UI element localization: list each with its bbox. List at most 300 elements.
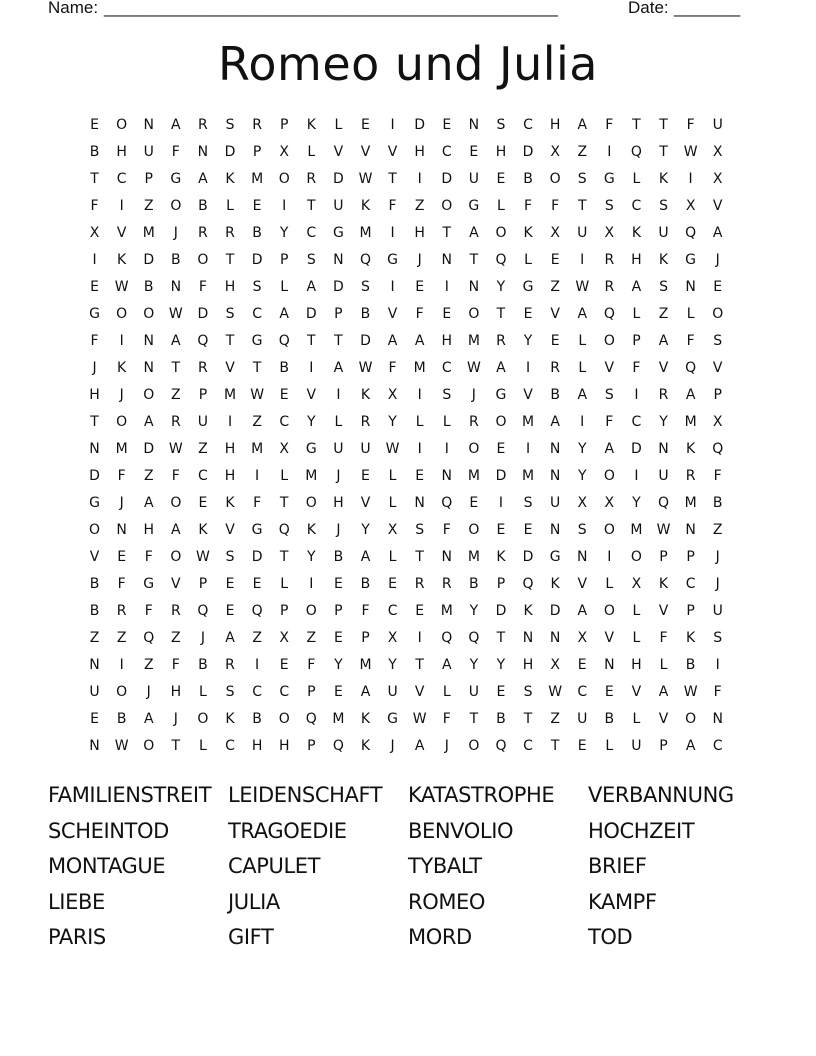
grid-cell[interactable]: B (360, 306, 371, 322)
grid-cell[interactable]: O (630, 549, 642, 565)
grid-cell[interactable]: I (417, 441, 422, 457)
grid-cell[interactable]: C (685, 576, 696, 592)
grid-cell[interactable]: A (333, 360, 344, 376)
grid-cell[interactable]: R (496, 333, 506, 349)
grid-cell[interactable]: F (524, 198, 533, 214)
grid-cell[interactable]: G (549, 549, 561, 565)
grid-cell[interactable]: R (170, 603, 181, 619)
grid-cell[interactable]: K (631, 225, 642, 241)
grid-cell[interactable]: F (198, 279, 207, 295)
grid-cell[interactable]: E (361, 468, 370, 484)
grid-cell[interactable]: I (255, 468, 260, 484)
grid-cell[interactable]: O (197, 252, 209, 268)
grid-cell[interactable]: M (440, 603, 453, 619)
grid-cell[interactable]: D (143, 252, 155, 268)
grid-cell[interactable]: F (117, 576, 126, 592)
grid-cell[interactable]: G (387, 711, 398, 727)
grid-cell[interactable]: F (415, 306, 424, 322)
grid-cell[interactable]: J (336, 468, 341, 484)
grid-cell[interactable]: A (143, 495, 154, 511)
grid-cell[interactable]: L (307, 144, 316, 160)
grid-cell[interactable]: U (333, 441, 344, 457)
grid-cell[interactable]: K (306, 522, 316, 538)
grid-cell[interactable]: J (715, 576, 720, 592)
grid-cell[interactable]: Y (659, 414, 668, 430)
grid-cell[interactable]: H (143, 522, 154, 538)
grid-cell[interactable]: P (144, 171, 153, 187)
grid-cell[interactable]: K (198, 522, 208, 538)
grid-cell[interactable]: E (225, 576, 235, 592)
grid-cell[interactable]: D (197, 306, 209, 322)
grid-cell[interactable]: E (442, 306, 452, 322)
grid-cell[interactable]: G (89, 495, 100, 511)
grid-cell[interactable]: A (658, 684, 669, 700)
grid-cell[interactable]: H (224, 441, 236, 457)
grid-cell[interactable]: K (523, 603, 533, 619)
grid-cell[interactable]: F (713, 684, 722, 700)
grid-cell[interactable]: J (173, 225, 178, 241)
grid-cell[interactable]: E (604, 684, 614, 700)
grid-cell[interactable]: L (415, 414, 424, 430)
grid-cell[interactable]: G (522, 279, 534, 295)
grid-cell[interactable]: A (604, 441, 615, 457)
grid-cell[interactable]: T (171, 738, 181, 754)
grid-cell[interactable]: U (468, 684, 479, 700)
grid-cell[interactable]: P (334, 603, 343, 619)
grid-cell[interactable]: N (549, 522, 561, 538)
grid-cell[interactable]: I (282, 198, 287, 214)
grid-cell[interactable]: A (469, 225, 479, 241)
grid-cell[interactable]: I (417, 630, 422, 646)
grid-cell[interactable]: L (334, 117, 343, 133)
grid-cell[interactable]: H (631, 657, 642, 673)
grid-cell[interactable]: B (360, 576, 371, 592)
grid-cell[interactable]: A (577, 306, 588, 322)
grid-cell[interactable]: G (305, 441, 317, 457)
grid-cell[interactable]: N (712, 711, 723, 727)
grid-cell[interactable]: P (686, 549, 695, 565)
grid-cell[interactable]: C (252, 306, 262, 322)
grid-cell[interactable]: P (279, 603, 289, 619)
grid-cell[interactable]: D (495, 603, 507, 619)
grid-cell[interactable]: O (116, 684, 128, 700)
grid-cell[interactable]: O (116, 117, 128, 133)
grid-cell[interactable]: V (712, 198, 723, 214)
grid-cell[interactable]: Y (307, 549, 316, 565)
grid-cell[interactable]: L (632, 171, 641, 187)
grid-cell[interactable]: J (92, 360, 97, 376)
grid-cell[interactable]: I (92, 252, 97, 268)
grid-cell[interactable]: I (607, 144, 612, 160)
grid-cell[interactable]: U (197, 414, 209, 430)
grid-cell[interactable]: K (550, 576, 560, 592)
grid-cell[interactable]: B (523, 171, 533, 187)
grid-cell[interactable]: V (712, 360, 723, 376)
grid-cell[interactable]: P (334, 306, 343, 322)
grid-cell[interactable]: S (361, 279, 370, 295)
grid-cell[interactable]: K (306, 117, 316, 133)
grid-cell[interactable]: T (171, 360, 181, 376)
grid-cell[interactable]: D (441, 171, 453, 187)
grid-cell[interactable]: F (388, 198, 397, 214)
grid-cell[interactable]: N (143, 333, 154, 349)
grid-cell[interactable]: N (604, 657, 615, 673)
grid-cell[interactable]: G (251, 333, 263, 349)
grid-cell[interactable]: F (659, 630, 668, 646)
grid-cell[interactable]: H (549, 117, 561, 133)
grid-cell[interactable]: Y (279, 225, 289, 241)
grid-cell[interactable]: Y (496, 279, 506, 295)
grid-cell[interactable]: N (658, 441, 669, 457)
grid-cell[interactable]: X (712, 414, 723, 430)
grid-cell[interactable]: F (90, 198, 99, 214)
grid-cell[interactable]: O (685, 711, 697, 727)
grid-cell[interactable]: V (604, 360, 615, 376)
grid-cell[interactable]: B (685, 657, 696, 673)
grid-cell[interactable]: Z (658, 306, 669, 322)
grid-cell[interactable]: Q (441, 495, 453, 511)
grid-cell[interactable]: N (143, 360, 154, 376)
grid-cell[interactable]: W (250, 387, 265, 403)
grid-cell[interactable]: S (713, 333, 723, 349)
grid-cell[interactable]: W (385, 441, 400, 457)
grid-cell[interactable]: D (89, 468, 100, 484)
grid-cell[interactable]: M (467, 549, 480, 565)
grid-cell[interactable]: L (632, 603, 641, 619)
grid-cell[interactable]: S (577, 522, 587, 538)
grid-cell[interactable]: J (119, 495, 124, 511)
grid-cell[interactable]: I (336, 387, 341, 403)
grid-cell[interactable]: H (333, 495, 344, 511)
grid-cell[interactable]: T (90, 171, 99, 187)
grid-cell[interactable]: W (114, 738, 129, 754)
grid-cell[interactable]: L (388, 549, 397, 565)
grid-cell[interactable]: T (307, 198, 316, 214)
grid-cell[interactable]: E (333, 684, 343, 700)
grid-cell[interactable]: L (388, 495, 397, 511)
grid-cell[interactable]: P (361, 630, 370, 646)
grid-cell[interactable]: S (659, 198, 668, 214)
grid-cell[interactable]: M (630, 522, 643, 538)
grid-cell[interactable]: R (414, 576, 425, 592)
grid-cell[interactable]: L (199, 738, 207, 754)
grid-cell[interactable]: C (387, 603, 398, 619)
grid-cell[interactable]: Z (143, 468, 154, 484)
grid-cell[interactable]: K (117, 252, 127, 268)
grid-cell[interactable]: I (525, 360, 531, 376)
grid-cell[interactable]: M (522, 468, 535, 484)
grid-cell[interactable]: Y (577, 441, 587, 457)
grid-cell[interactable]: F (632, 360, 641, 376)
grid-cell[interactable]: T (388, 171, 397, 187)
grid-cell[interactable]: S (659, 279, 668, 295)
grid-cell[interactable]: O (603, 333, 615, 349)
grid-cell[interactable]: T (334, 333, 343, 349)
grid-cell[interactable]: H (522, 657, 534, 673)
grid-cell[interactable]: N (143, 117, 154, 133)
grid-cell[interactable]: T (469, 252, 479, 268)
grid-cell[interactable]: O (441, 198, 453, 214)
grid-cell[interactable]: S (225, 117, 235, 133)
grid-cell[interactable]: A (631, 279, 642, 295)
grid-cell[interactable]: P (198, 576, 208, 592)
grid-cell[interactable]: F (442, 711, 451, 727)
grid-cell[interactable]: X (279, 441, 289, 457)
grid-cell[interactable]: A (171, 117, 181, 133)
grid-cell[interactable]: I (444, 441, 449, 457)
grid-cell[interactable]: K (360, 738, 371, 754)
grid-cell[interactable]: E (442, 117, 452, 133)
grid-cell[interactable]: S (306, 252, 316, 268)
grid-cell[interactable]: B (333, 549, 344, 565)
grid-cell[interactable]: B (252, 711, 262, 727)
grid-cell[interactable]: F (144, 603, 153, 619)
grid-cell[interactable]: B (252, 225, 262, 241)
grid-cell[interactable]: I (634, 468, 639, 484)
grid-cell[interactable]: O (143, 306, 155, 322)
grid-cell[interactable]: G (332, 225, 344, 241)
grid-cell[interactable]: N (549, 468, 561, 484)
grid-cell[interactable]: K (117, 360, 127, 376)
grid-cell[interactable]: E (496, 171, 506, 187)
grid-cell[interactable]: J (715, 252, 720, 268)
grid-cell[interactable]: J (173, 711, 178, 727)
grid-cell[interactable]: U (577, 711, 588, 727)
grid-cell[interactable]: D (360, 333, 371, 349)
grid-cell[interactable]: L (388, 468, 397, 484)
grid-cell[interactable]: R (468, 414, 479, 430)
grid-cell[interactable]: J (390, 738, 395, 754)
grid-cell[interactable]: W (683, 144, 698, 160)
grid-cell[interactable]: R (198, 225, 208, 241)
grid-cell[interactable]: Z (550, 711, 560, 727)
grid-cell[interactable]: N (522, 630, 534, 646)
grid-cell[interactable]: I (119, 198, 124, 214)
grid-cell[interactable]: P (307, 738, 316, 754)
grid-cell[interactable]: I (309, 576, 314, 592)
grid-cell[interactable]: D (549, 603, 561, 619)
grid-cell[interactable]: L (605, 738, 614, 754)
grid-cell[interactable]: T (523, 711, 533, 727)
grid-cell[interactable]: S (225, 549, 235, 565)
grid-cell[interactable]: Z (143, 198, 154, 214)
grid-cell[interactable]: M (359, 225, 372, 241)
grid-cell[interactable]: O (468, 738, 480, 754)
grid-cell[interactable]: E (333, 630, 343, 646)
grid-cell[interactable]: J (715, 549, 720, 565)
grid-cell[interactable]: S (442, 387, 452, 403)
grid-cell[interactable]: B (116, 711, 127, 727)
grid-cell[interactable]: Z (171, 387, 181, 403)
grid-cell[interactable]: A (143, 414, 154, 430)
grid-cell[interactable]: D (305, 306, 317, 322)
grid-cell[interactable]: H (631, 252, 642, 268)
grid-cell[interactable]: O (197, 711, 209, 727)
grid-cell[interactable]: J (336, 522, 341, 538)
grid-cell[interactable]: W (358, 171, 373, 187)
grid-cell[interactable]: T (90, 414, 99, 430)
grid-cell[interactable]: X (387, 387, 398, 403)
grid-cell[interactable]: E (523, 306, 533, 322)
grid-cell[interactable]: A (658, 333, 669, 349)
grid-cell[interactable]: Y (496, 657, 506, 673)
grid-cell[interactable]: M (467, 333, 480, 349)
grid-cell[interactable]: T (577, 198, 587, 214)
grid-cell[interactable]: J (444, 738, 449, 754)
grid-cell[interactable]: X (712, 144, 723, 160)
grid-cell[interactable]: G (495, 387, 507, 403)
grid-cell[interactable]: O (603, 522, 615, 538)
grid-cell[interactable]: O (170, 495, 182, 511)
grid-cell[interactable]: H (224, 279, 236, 295)
grid-cell[interactable]: E (252, 576, 262, 592)
grid-cell[interactable]: E (577, 738, 587, 754)
grid-cell[interactable]: E (469, 495, 479, 511)
grid-cell[interactable]: V (306, 387, 317, 403)
grid-cell[interactable]: A (279, 306, 289, 322)
grid-cell[interactable]: O (143, 387, 155, 403)
grid-cell[interactable]: F (388, 360, 397, 376)
grid-cell[interactable]: X (387, 630, 398, 646)
grid-cell[interactable]: G (468, 198, 480, 214)
grid-cell[interactable]: S (225, 306, 235, 322)
grid-cell[interactable]: P (279, 252, 289, 268)
grid-cell[interactable]: O (116, 306, 128, 322)
grid-cell[interactable]: Y (388, 414, 397, 430)
grid-cell[interactable]: V (523, 387, 533, 403)
grid-cell[interactable]: T (307, 333, 316, 349)
grid-cell[interactable]: K (496, 549, 506, 565)
grid-cell[interactable]: Z (712, 522, 723, 538)
grid-cell[interactable]: E (415, 603, 425, 619)
grid-cell[interactable]: R (306, 171, 317, 187)
grid-cell[interactable]: W (466, 360, 481, 376)
grid-cell[interactable]: B (469, 576, 479, 592)
grid-cell[interactable]: O (170, 198, 182, 214)
grid-cell[interactable]: A (441, 657, 452, 673)
grid-cell[interactable]: R (252, 117, 262, 133)
grid-cell[interactable]: X (604, 225, 615, 241)
grid-cell[interactable]: U (387, 684, 398, 700)
grid-cell[interactable]: Q (441, 630, 453, 646)
grid-cell[interactable]: A (550, 414, 560, 430)
grid-cell[interactable]: M (305, 468, 318, 484)
grid-cell[interactable]: R (360, 414, 371, 430)
grid-cell[interactable]: U (468, 171, 479, 187)
grid-cell[interactable]: C (631, 198, 642, 214)
grid-cell[interactable]: L (524, 252, 532, 268)
grid-cell[interactable]: C (279, 414, 290, 430)
grid-cell[interactable]: F (253, 495, 262, 511)
grid-cell[interactable]: Q (685, 360, 697, 376)
grid-cell[interactable]: L (280, 576, 289, 592)
grid-cell[interactable]: J (146, 684, 151, 700)
grid-cell[interactable]: H (278, 738, 290, 754)
grid-cell[interactable]: F (551, 198, 560, 214)
grid-cell[interactable]: D (224, 144, 236, 160)
grid-cell[interactable]: M (332, 711, 345, 727)
grid-cell[interactable]: P (713, 387, 722, 403)
grid-cell[interactable]: N (549, 630, 561, 646)
grid-cell[interactable]: W (548, 684, 563, 700)
grid-cell[interactable]: Q (278, 333, 290, 349)
grid-cell[interactable]: C (441, 360, 452, 376)
grid-cell[interactable]: M (684, 495, 697, 511)
grid-cell[interactable]: I (444, 279, 449, 295)
grid-cell[interactable]: B (198, 198, 208, 214)
grid-cell[interactable]: U (360, 441, 371, 457)
grid-cell[interactable]: B (198, 657, 208, 673)
grid-cell[interactable]: Q (143, 630, 155, 646)
grid-cell[interactable]: A (171, 522, 181, 538)
grid-cell[interactable]: B (143, 279, 154, 295)
grid-cell[interactable]: N (441, 468, 452, 484)
grid-cell[interactable]: V (387, 144, 398, 160)
grid-cell[interactable]: W (412, 711, 427, 727)
grid-cell[interactable]: I (255, 657, 260, 673)
grid-cell[interactable]: P (659, 549, 668, 565)
grid-cell[interactable]: A (225, 630, 235, 646)
grid-cell[interactable]: Q (658, 495, 670, 511)
grid-cell[interactable]: N (170, 279, 182, 295)
grid-cell[interactable]: E (415, 279, 425, 295)
grid-cell[interactable]: J (119, 387, 124, 403)
grid-cell[interactable]: N (333, 252, 344, 268)
grid-cell[interactable]: C (116, 171, 127, 187)
grid-cell[interactable]: N (441, 252, 452, 268)
grid-cell[interactable]: O (495, 225, 507, 241)
grid-cell[interactable]: A (577, 387, 588, 403)
grid-cell[interactable]: I (634, 387, 639, 403)
grid-cell[interactable]: R (116, 603, 127, 619)
grid-cell[interactable]: Q (522, 576, 534, 592)
grid-cell[interactable]: M (359, 657, 372, 673)
grid-cell[interactable]: X (550, 144, 560, 160)
grid-cell[interactable]: X (577, 630, 588, 646)
grid-cell[interactable]: Q (495, 252, 507, 268)
grid-cell[interactable]: I (525, 441, 531, 457)
grid-cell[interactable]: Q (359, 252, 371, 268)
grid-cell[interactable]: I (417, 171, 422, 187)
grid-cell[interactable]: L (632, 711, 641, 727)
grid-cell[interactable]: L (199, 684, 207, 700)
grid-cell[interactable]: P (686, 603, 695, 619)
grid-cell[interactable]: B (171, 252, 181, 268)
grid-cell[interactable]: W (575, 279, 590, 295)
grid-cell[interactable]: D (333, 279, 344, 295)
grid-cell[interactable]: C (441, 144, 452, 160)
grid-cell[interactable]: I (607, 549, 612, 565)
grid-cell[interactable]: A (712, 225, 723, 241)
grid-cell[interactable]: T (279, 549, 289, 565)
grid-cell[interactable]: S (225, 684, 235, 700)
grid-cell[interactable]: N (685, 522, 696, 538)
grid-cell[interactable]: A (360, 684, 371, 700)
grid-cell[interactable]: Z (116, 630, 127, 646)
grid-cell[interactable]: S (523, 684, 533, 700)
grid-cell[interactable]: D (251, 252, 263, 268)
grid-cell[interactable]: L (280, 468, 289, 484)
grid-cell[interactable]: O (305, 495, 317, 511)
grid-cell[interactable]: P (659, 738, 668, 754)
grid-cell[interactable]: R (198, 117, 208, 133)
grid-cell[interactable]: T (496, 306, 506, 322)
grid-cell[interactable]: L (659, 657, 668, 673)
grid-cell[interactable]: E (713, 279, 723, 295)
grid-cell[interactable]: F (361, 603, 370, 619)
grid-cell[interactable]: B (604, 711, 615, 727)
grid-cell[interactable]: K (360, 198, 371, 214)
